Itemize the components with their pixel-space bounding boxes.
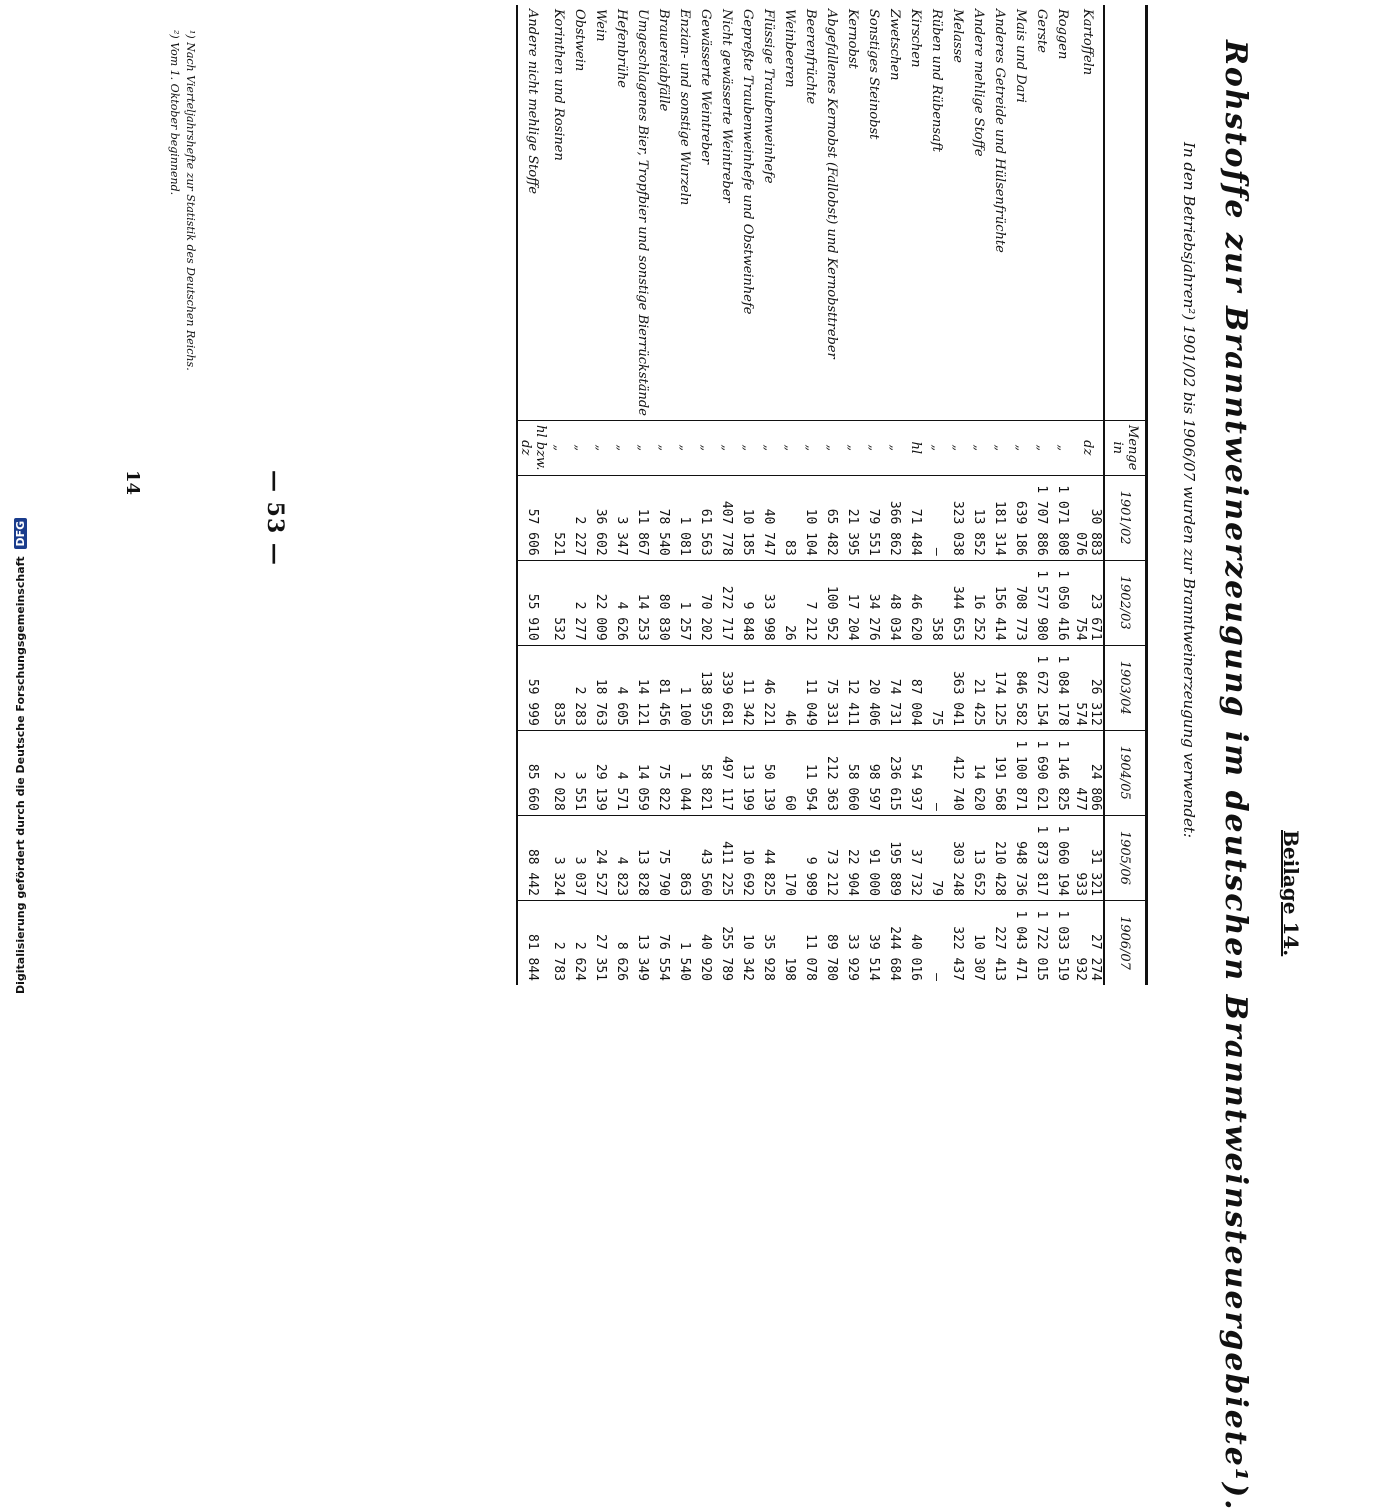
cell-value: 46 bbox=[779, 645, 800, 730]
row-unit: „ bbox=[779, 420, 800, 475]
header-year: 1901/02 bbox=[1104, 475, 1147, 560]
cell-value: 58 821 bbox=[695, 730, 716, 815]
row-unit: „ bbox=[569, 420, 590, 475]
table-row bbox=[611, 5, 632, 985]
cell-value: 174 125 bbox=[989, 645, 1010, 730]
cell-value: 846 582 bbox=[1010, 645, 1031, 730]
cell-value: 71 484 bbox=[905, 475, 926, 560]
cell-value: 863 bbox=[674, 815, 695, 900]
sheet-number: 14 bbox=[122, 470, 143, 496]
row-label: Melasse bbox=[950, 9, 965, 63]
cell-value: 89 780 bbox=[821, 900, 842, 985]
cell-value: 1 707 886 bbox=[1031, 475, 1052, 560]
cell-value: 13 828 bbox=[632, 815, 653, 900]
cell-value: — bbox=[926, 730, 947, 815]
cell-value: 1 672 154 bbox=[1031, 645, 1052, 730]
cell-value: 65 482 bbox=[821, 475, 842, 560]
cell-value: 708 773 bbox=[1010, 560, 1031, 645]
cell-value: 91 000 bbox=[863, 815, 884, 900]
row-label: Beerenfrüchte bbox=[803, 9, 818, 105]
cell-value: 323 038 bbox=[947, 475, 968, 560]
table-row bbox=[548, 5, 569, 985]
cell-value: 227 413 bbox=[989, 900, 1010, 985]
row-label: Gepreßte Traubenweinhefe und Obstweinhefe bbox=[740, 9, 755, 315]
cell-value: 36 602 bbox=[590, 475, 611, 560]
cell-value: 4 823 bbox=[611, 815, 632, 900]
cell-value: 344 653 bbox=[947, 560, 968, 645]
cell-value: 61 563 bbox=[695, 475, 716, 560]
cell-value: — bbox=[926, 900, 947, 985]
cell-value: 1 257 bbox=[674, 560, 695, 645]
cell-value: 358 bbox=[926, 560, 947, 645]
cell-value: 1 690 621 bbox=[1031, 730, 1052, 815]
row-label: Kirschen bbox=[908, 9, 923, 68]
row-label: Andere nicht mehlige Stoffe bbox=[525, 9, 541, 195]
cell-value: 74 731 bbox=[884, 645, 905, 730]
table-row bbox=[989, 5, 1010, 985]
cell-value: 156 414 bbox=[989, 560, 1010, 645]
table-body bbox=[517, 5, 1104, 985]
cell-value: 46 221 bbox=[758, 645, 779, 730]
cell-value: 212 363 bbox=[821, 730, 842, 815]
cell-value: 210 428 bbox=[989, 815, 1010, 900]
table-row bbox=[632, 5, 653, 985]
table-row bbox=[821, 5, 842, 985]
table-row bbox=[779, 5, 800, 985]
cell-value: 339 681 bbox=[716, 645, 737, 730]
cell-value: 8 626 bbox=[611, 900, 632, 985]
row-unit: „ bbox=[1010, 420, 1031, 475]
footnote: ¹) Nach Vierteljahrshefte zur Statistik des Deutschen Reichs. bbox=[184, 30, 197, 371]
footnote: ²) Vom 1. Oktober beginnend. bbox=[168, 30, 181, 196]
row-label: Rüben und Rübensaft bbox=[929, 9, 944, 152]
cell-value: 55 910 bbox=[517, 560, 548, 645]
cell-value: 1 044 bbox=[674, 730, 695, 815]
header-year: 1904/05 bbox=[1104, 730, 1147, 815]
row-label: Abgefallenes Kernobst (Fallobst) und Kernobsttreber bbox=[824, 9, 839, 359]
cell-value: 83 bbox=[779, 475, 800, 560]
row-unit: „ bbox=[590, 420, 611, 475]
cell-value: 14 121 bbox=[632, 645, 653, 730]
cell-value: 75 bbox=[926, 645, 947, 730]
page-title: Rohstoffe zur Branntweinerzeugung im deutschen Branntweinsteuergebiete¹). bbox=[1218, 40, 1253, 1512]
row-label: Hefenbrühe bbox=[614, 9, 629, 88]
cell-value: 366 862 bbox=[884, 475, 905, 560]
table-header-row bbox=[1104, 5, 1147, 985]
raw-materials-table bbox=[516, 5, 1148, 985]
cell-value: 303 248 bbox=[947, 815, 968, 900]
cell-value: 191 568 bbox=[989, 730, 1010, 815]
table-row bbox=[695, 5, 716, 985]
cell-value: 198 bbox=[779, 900, 800, 985]
cell-value: 24 527 bbox=[590, 815, 611, 900]
cell-value: 22 904 bbox=[842, 815, 863, 900]
table-row bbox=[1010, 5, 1031, 985]
cell-value: 73 212 bbox=[821, 815, 842, 900]
table-row bbox=[800, 5, 821, 985]
cell-value: 46 620 bbox=[905, 560, 926, 645]
cell-value: 3 037 bbox=[569, 815, 590, 900]
table-row bbox=[737, 5, 758, 985]
cell-value: 88 442 bbox=[517, 815, 548, 900]
cell-value: 37 732 bbox=[905, 815, 926, 900]
cell-value: 30 883 076 bbox=[1073, 475, 1104, 560]
cell-value: 75 790 bbox=[653, 815, 674, 900]
table-row bbox=[758, 5, 779, 985]
cell-value: 9 989 bbox=[800, 815, 821, 900]
header-year: 1906/07 bbox=[1104, 900, 1147, 985]
row-unit: „ bbox=[632, 420, 653, 475]
cell-value: 13 199 bbox=[737, 730, 758, 815]
cell-value: 1 100 bbox=[674, 645, 695, 730]
cell-value: 11 954 bbox=[800, 730, 821, 815]
cell-value: 13 852 bbox=[968, 475, 989, 560]
cell-value: 1 577 980 bbox=[1031, 560, 1052, 645]
cell-value: 11 867 bbox=[632, 475, 653, 560]
row-unit: „ bbox=[989, 420, 1010, 475]
page-subtitle: In den Betriebsjahren²) 1901/02 bis 1906/07 wurden zur Branntweinerzeugung verwendet: bbox=[1180, 142, 1198, 838]
row-label: Mais und Dari bbox=[1013, 9, 1028, 103]
cell-value: 138 955 bbox=[695, 645, 716, 730]
row-label: Gerste bbox=[1034, 9, 1049, 53]
row-label: Korinthen und Rosinen bbox=[551, 9, 566, 161]
row-label: Enzian- und sonstige Wurzeln bbox=[677, 9, 692, 206]
row-label: Sonstiges Steinobst bbox=[866, 9, 881, 140]
cell-value: 181 314 bbox=[989, 475, 1010, 560]
header-year: 1902/03 bbox=[1104, 560, 1147, 645]
digitization-sidebar bbox=[0, 0, 27, 1000]
cell-value: 1 084 178 bbox=[1052, 645, 1073, 730]
cell-value: 29 139 bbox=[590, 730, 611, 815]
cell-value: 14 620 bbox=[968, 730, 989, 815]
cell-value: 26 312 574 bbox=[1073, 645, 1104, 730]
cell-value: 4 626 bbox=[611, 560, 632, 645]
row-label: Wein bbox=[593, 9, 608, 42]
row-label: Kartoffeln bbox=[1080, 9, 1096, 76]
cell-value: 10 104 bbox=[800, 475, 821, 560]
cell-value: 17 204 bbox=[842, 560, 863, 645]
cell-value: 48 034 bbox=[884, 560, 905, 645]
cell-value: 18 763 bbox=[590, 645, 611, 730]
table-row bbox=[653, 5, 674, 985]
row-unit: „ bbox=[716, 420, 737, 475]
cell-value: 80 830 bbox=[653, 560, 674, 645]
cell-value: 255 789 bbox=[716, 900, 737, 985]
table-row bbox=[674, 5, 695, 985]
cell-value: 497 117 bbox=[716, 730, 737, 815]
cell-value: 76 554 bbox=[653, 900, 674, 985]
footnotes bbox=[166, 30, 198, 371]
row-label: Weinbeeren bbox=[782, 9, 797, 88]
cell-value: 40 016 bbox=[905, 900, 926, 985]
table-row bbox=[1052, 5, 1073, 985]
header-year: 1905/06 bbox=[1104, 815, 1147, 900]
cell-value: 85 660 bbox=[517, 730, 548, 815]
row-label: Obstwein bbox=[572, 9, 587, 72]
row-unit: „ bbox=[842, 420, 863, 475]
cell-value: 244 684 bbox=[884, 900, 905, 985]
cell-value: 31 321 933 bbox=[1073, 815, 1104, 900]
cell-value: 1 050 416 bbox=[1052, 560, 1073, 645]
cell-value: 1 033 519 bbox=[1052, 900, 1073, 985]
table-row bbox=[716, 5, 737, 985]
cell-value: 521 bbox=[548, 475, 569, 560]
row-unit: „ bbox=[1031, 420, 1052, 475]
row-label: Kernobst bbox=[845, 9, 860, 69]
cell-value: 100 952 bbox=[821, 560, 842, 645]
table-row bbox=[968, 5, 989, 985]
cell-value: 195 889 bbox=[884, 815, 905, 900]
cell-value: 272 717 bbox=[716, 560, 737, 645]
cell-value: 22 009 bbox=[590, 560, 611, 645]
cell-value: 2 028 bbox=[548, 730, 569, 815]
cell-value: 2 624 bbox=[569, 900, 590, 985]
appendix-label: Beilage 14. bbox=[1279, 830, 1303, 957]
cell-value: 81 844 bbox=[517, 900, 548, 985]
cell-value: 10 185 bbox=[737, 475, 758, 560]
cell-value: 10 307 bbox=[968, 900, 989, 985]
cell-value: 322 437 bbox=[947, 900, 968, 985]
cell-value: 21 425 bbox=[968, 645, 989, 730]
cell-value: 33 998 bbox=[758, 560, 779, 645]
cell-value: 79 551 bbox=[863, 475, 884, 560]
row-label: Flüssige Traubenweinhefe bbox=[761, 9, 776, 184]
cell-value: 10 692 bbox=[737, 815, 758, 900]
cell-value: 79 bbox=[926, 815, 947, 900]
cell-value: 11 078 bbox=[800, 900, 821, 985]
cell-value: 948 736 bbox=[1010, 815, 1031, 900]
cell-value: 44 825 bbox=[758, 815, 779, 900]
row-unit: „ bbox=[863, 420, 884, 475]
row-unit: „ bbox=[548, 420, 569, 475]
table-row bbox=[1031, 5, 1052, 985]
cell-value: 3 551 bbox=[569, 730, 590, 815]
row-unit: „ bbox=[674, 420, 695, 475]
cell-value: 23 671 754 bbox=[1073, 560, 1104, 645]
cell-value: 40 747 bbox=[758, 475, 779, 560]
cell-value: 35 928 bbox=[758, 900, 779, 985]
header-unit: Menge in bbox=[1104, 420, 1147, 475]
cell-value: 59 999 bbox=[517, 645, 548, 730]
row-unit: „ bbox=[695, 420, 716, 475]
cell-value: 27 274 932 bbox=[1073, 900, 1104, 985]
header-year: 1903/04 bbox=[1104, 645, 1147, 730]
row-label: Anderes Getreide und Hülsenfrüchte bbox=[992, 9, 1007, 253]
cell-value: 1 540 bbox=[674, 900, 695, 985]
table-row bbox=[905, 5, 926, 985]
cell-value: 2 277 bbox=[569, 560, 590, 645]
digitization-notice: Digitalisierung gefördert durch die Deutsche Forschungsgemeinschaft bbox=[14, 556, 27, 994]
row-unit: „ bbox=[926, 420, 947, 475]
row-unit: „ bbox=[611, 420, 632, 475]
row-unit: „ bbox=[653, 420, 674, 475]
table-row bbox=[884, 5, 905, 985]
cell-value: 58 060 bbox=[842, 730, 863, 815]
table-row bbox=[947, 5, 968, 985]
cell-value: 34 276 bbox=[863, 560, 884, 645]
cell-value: 81 456 bbox=[653, 645, 674, 730]
cell-value: 3 347 bbox=[611, 475, 632, 560]
cell-value: — bbox=[926, 475, 947, 560]
cell-value: 1 146 825 bbox=[1052, 730, 1073, 815]
cell-value: 9 848 bbox=[737, 560, 758, 645]
cell-value: 4 571 bbox=[611, 730, 632, 815]
cell-value: 412 740 bbox=[947, 730, 968, 815]
row-label: Roggen bbox=[1055, 9, 1070, 60]
cell-value: 14 059 bbox=[632, 730, 653, 815]
cell-value: 2 783 bbox=[548, 900, 569, 985]
row-unit: „ bbox=[1052, 420, 1073, 475]
cell-value: 75 822 bbox=[653, 730, 674, 815]
cell-value: 16 252 bbox=[968, 560, 989, 645]
cell-value: 14 253 bbox=[632, 560, 653, 645]
cell-value: 4 605 bbox=[611, 645, 632, 730]
row-unit: „ bbox=[800, 420, 821, 475]
cell-value: 1 100 871 bbox=[1010, 730, 1031, 815]
table-row bbox=[517, 5, 548, 985]
table-row bbox=[590, 5, 611, 985]
cell-value: 21 395 bbox=[842, 475, 863, 560]
cell-value: 11 342 bbox=[737, 645, 758, 730]
cell-value: 87 004 bbox=[905, 645, 926, 730]
cell-value: 407 778 bbox=[716, 475, 737, 560]
cell-value: 20 406 bbox=[863, 645, 884, 730]
cell-value: 75 331 bbox=[821, 645, 842, 730]
row-unit: „ bbox=[758, 420, 779, 475]
cell-value: 12 411 bbox=[842, 645, 863, 730]
page-number: — 53 — bbox=[262, 470, 288, 566]
cell-value: 532 bbox=[548, 560, 569, 645]
cell-value: 57 606 bbox=[517, 475, 548, 560]
cell-value: 13 652 bbox=[968, 815, 989, 900]
row-label: Gewässerte Weintreber bbox=[698, 9, 713, 165]
cell-value: 1 722 015 bbox=[1031, 900, 1052, 985]
row-unit: „ bbox=[884, 420, 905, 475]
cell-value: 78 540 bbox=[653, 475, 674, 560]
table-row bbox=[569, 5, 590, 985]
header-label bbox=[1104, 5, 1147, 420]
cell-value: 411 225 bbox=[716, 815, 737, 900]
row-unit: dz bbox=[1073, 420, 1104, 475]
row-unit: „ bbox=[968, 420, 989, 475]
row-label: Nicht gewässerte Weintreber bbox=[719, 9, 734, 203]
cell-value: 363 041 bbox=[947, 645, 968, 730]
cell-value: 236 615 bbox=[884, 730, 905, 815]
row-unit: „ bbox=[947, 420, 968, 475]
row-unit: „ bbox=[821, 420, 842, 475]
cell-value: 43 560 bbox=[695, 815, 716, 900]
cell-value: 13 349 bbox=[632, 900, 653, 985]
cell-value: 1 081 bbox=[674, 475, 695, 560]
row-unit: „ bbox=[737, 420, 758, 475]
row-label: Zwetschen bbox=[887, 9, 902, 81]
dfg-logo-icon: DFG bbox=[14, 518, 27, 550]
cell-value: 1 071 808 bbox=[1052, 475, 1073, 560]
cell-value: 7 212 bbox=[800, 560, 821, 645]
row-unit: hl bbox=[905, 420, 926, 475]
cell-value: 33 929 bbox=[842, 900, 863, 985]
cell-value: 2 227 bbox=[569, 475, 590, 560]
cell-value: 1 043 471 bbox=[1010, 900, 1031, 985]
row-label: Umgeschlagenes Bier, Tropfbier und sonstige Bierrückstände bbox=[635, 9, 650, 416]
cell-value: 60 bbox=[779, 730, 800, 815]
table-row bbox=[842, 5, 863, 985]
cell-value: 24 806 477 bbox=[1073, 730, 1104, 815]
cell-value: 1 060 194 bbox=[1052, 815, 1073, 900]
cell-value: 54 937 bbox=[905, 730, 926, 815]
cell-value: 3 324 bbox=[548, 815, 569, 900]
row-label: Brauereiabfälle bbox=[656, 9, 671, 112]
table-row bbox=[926, 5, 947, 985]
cell-value: 835 bbox=[548, 645, 569, 730]
cell-value: 50 139 bbox=[758, 730, 779, 815]
cell-value: 27 351 bbox=[590, 900, 611, 985]
cell-value: 1 873 817 bbox=[1031, 815, 1052, 900]
row-label: Andere mehlige Stoffe bbox=[971, 9, 986, 157]
table-row bbox=[1073, 5, 1104, 985]
cell-value: 98 597 bbox=[863, 730, 884, 815]
cell-value: 70 202 bbox=[695, 560, 716, 645]
cell-value: 39 514 bbox=[863, 900, 884, 985]
table-row bbox=[863, 5, 884, 985]
cell-value: 170 bbox=[779, 815, 800, 900]
cell-value: 639 186 bbox=[1010, 475, 1031, 560]
cell-value: 10 342 bbox=[737, 900, 758, 985]
cell-value: 11 049 bbox=[800, 645, 821, 730]
cell-value: 40 920 bbox=[695, 900, 716, 985]
row-unit: hl bzw. dz bbox=[517, 420, 548, 475]
cell-value: 2 283 bbox=[569, 645, 590, 730]
cell-value: 26 bbox=[779, 560, 800, 645]
